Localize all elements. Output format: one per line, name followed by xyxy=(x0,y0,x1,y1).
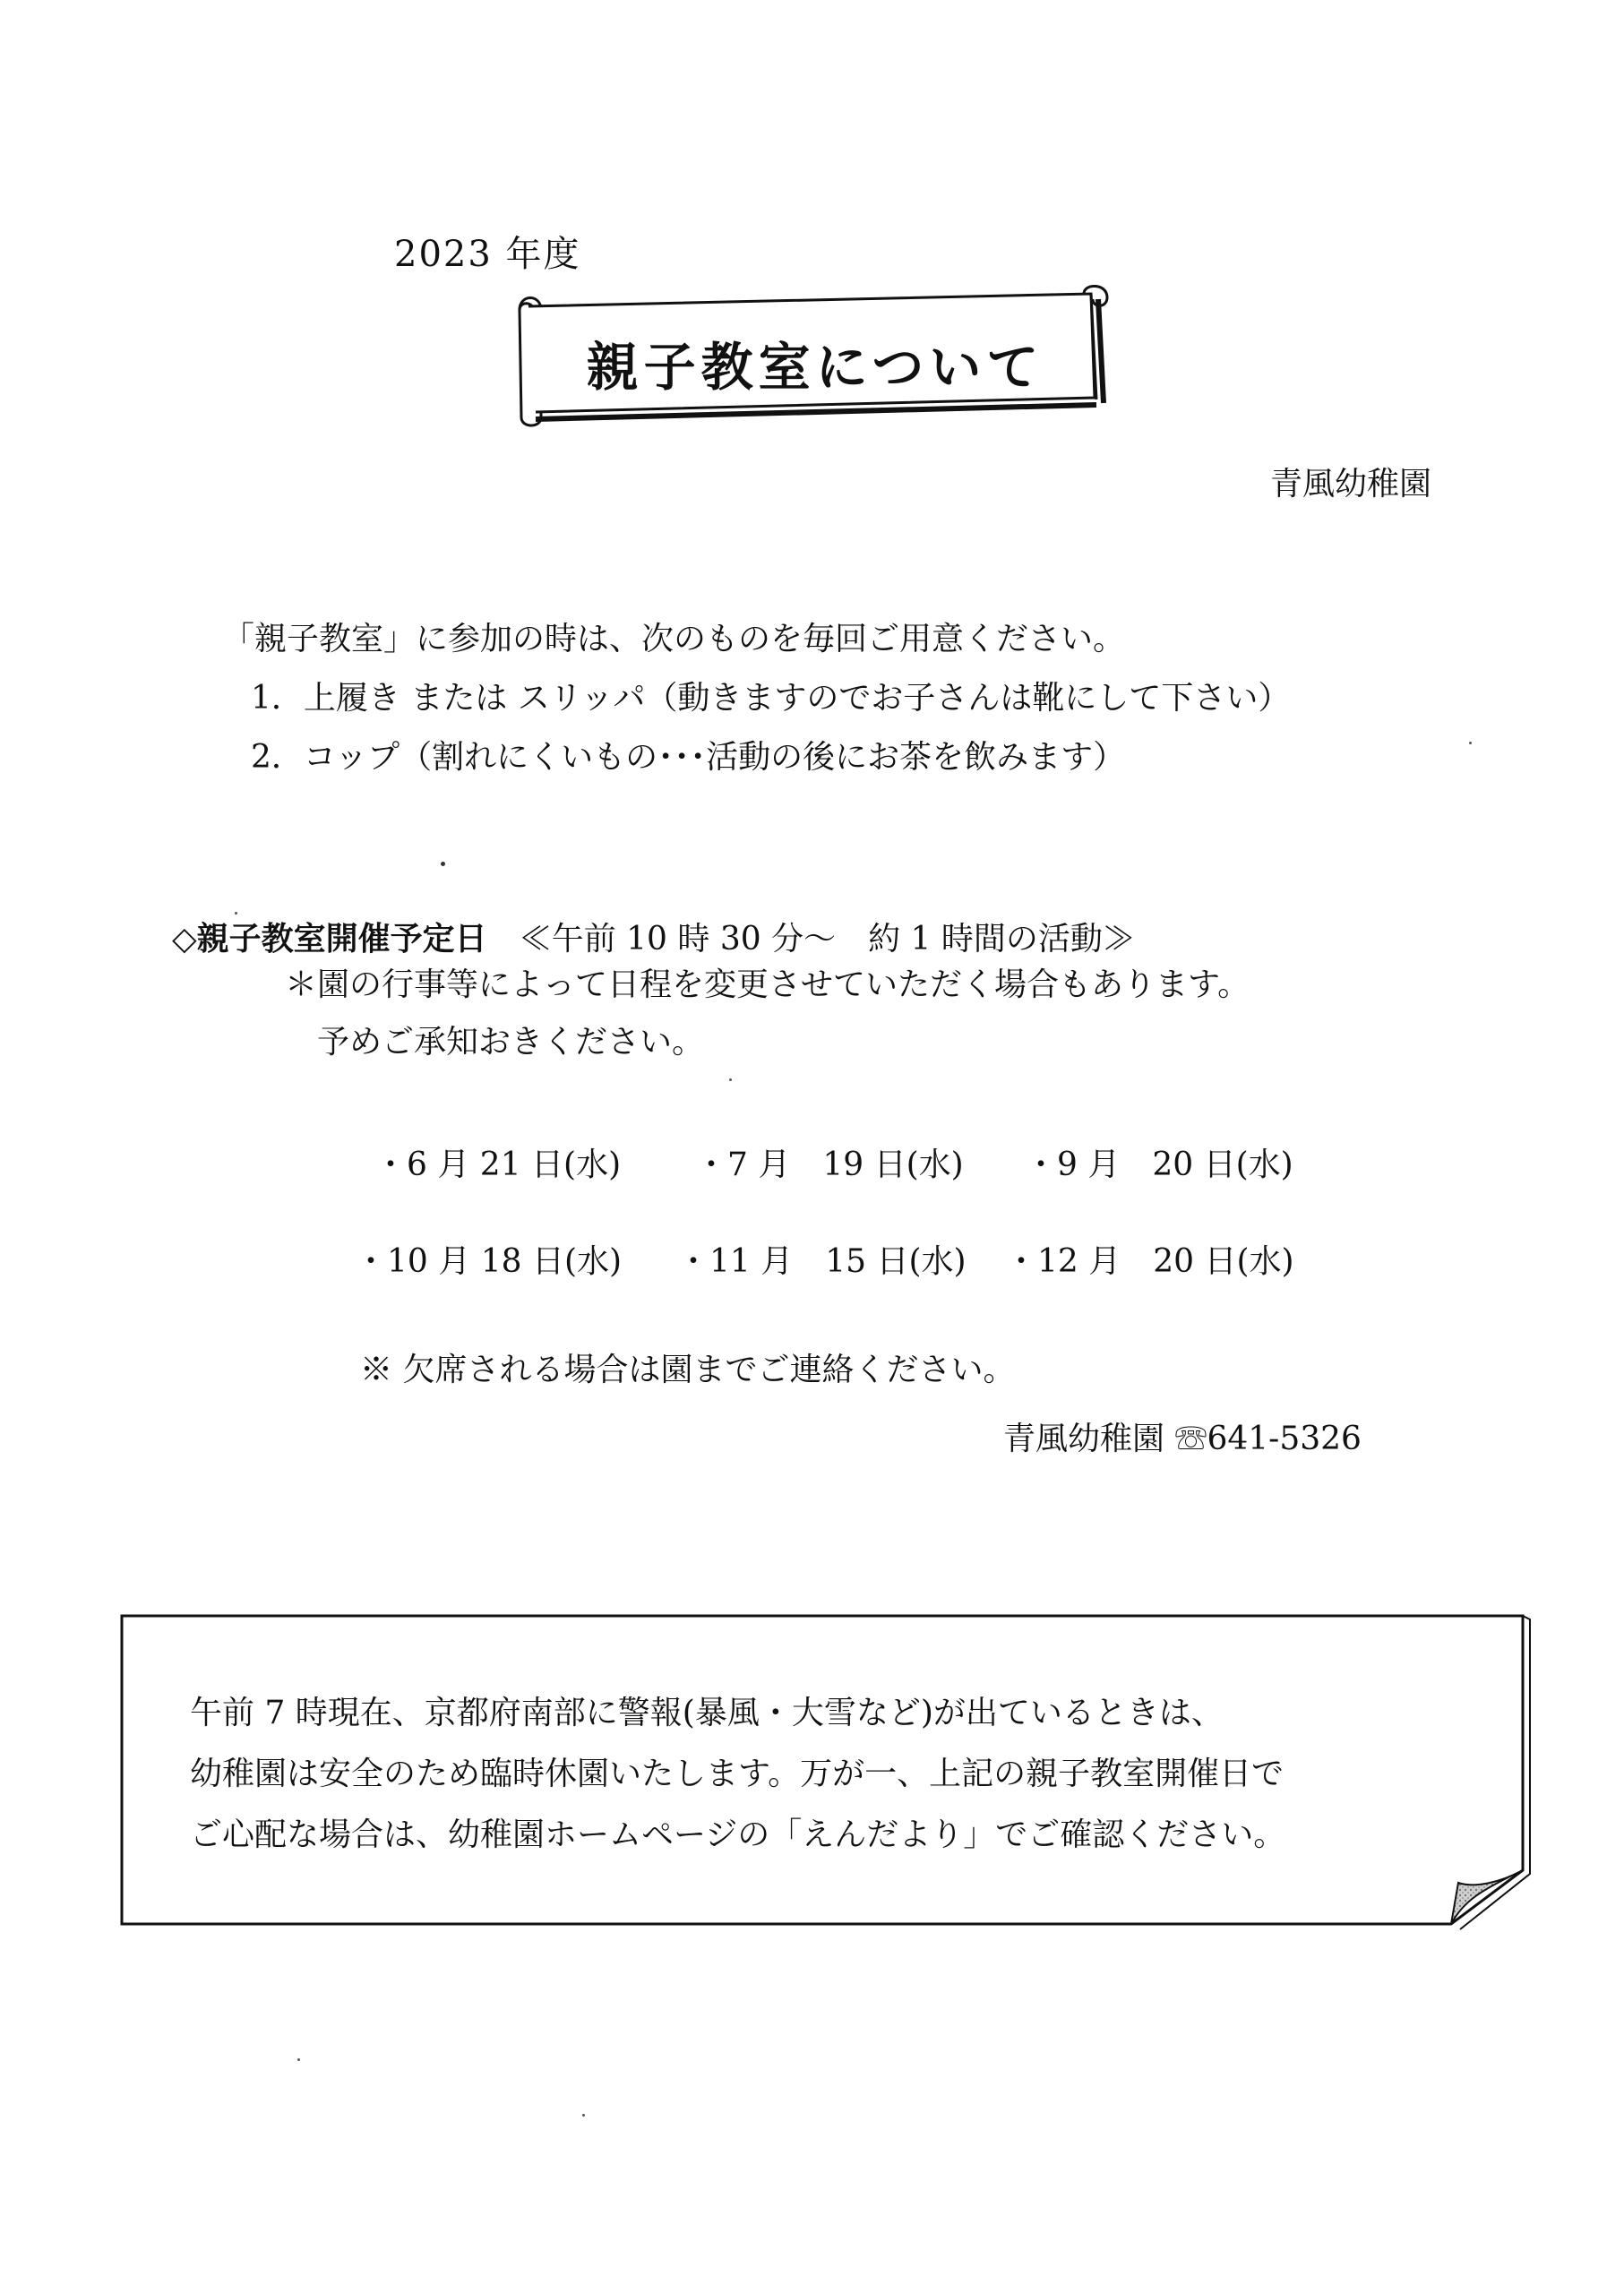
scan-speck xyxy=(235,912,237,915)
schedule-time: ≪午前 10 時 30 分～ 約 1 時間の活動≫ xyxy=(519,921,1135,958)
notice-line: ご心配な場合は、幼稚園ホームページの「えんだより」でご確認ください。 xyxy=(190,1816,1286,1853)
stray-dot xyxy=(441,862,445,866)
schedule-heading xyxy=(172,914,1135,959)
schedule-date: ・9 月 20 日(水) xyxy=(1025,1146,1293,1183)
notice-box xyxy=(120,1614,1541,1938)
title-banner xyxy=(502,285,1120,428)
list-item: 1．上履き または スリッパ（動きますのでお子さんは靴にして下さい） xyxy=(251,680,1291,717)
scan-speck xyxy=(582,2114,585,2117)
list-item: 2．コップ（割れにくいもの･･･活動の後にお茶を飲みます） xyxy=(251,739,1126,776)
schedule-note: ＊園の行事等によって日程を変更させていただく場合もあります。 xyxy=(285,966,1250,1003)
absence-note: ※ 欠席される場合は園までご連絡ください。 xyxy=(360,1352,1016,1388)
schedule-date: ・10 月 18 日(水) xyxy=(355,1243,623,1280)
document-title: 親子教室について xyxy=(586,337,1044,398)
intro-text: 「親子教室」に参加の時は、次のものを毎回ご用意ください。 xyxy=(222,621,1126,657)
schedule-date: ・11 月 15 日(水) xyxy=(677,1243,967,1280)
notice-line: 午前 7 時現在、京都府南部に警報(暴風・大雪など)が出ているときは、 xyxy=(190,1695,1224,1731)
schedule-date: ・12 月 20 日(水) xyxy=(1005,1243,1294,1280)
schedule-heading-label: ◇親子教室開催予定日 xyxy=(172,920,487,958)
contact-info: 青風幼稚園 ☏641-5326 xyxy=(1003,1421,1362,1457)
organization-name: 青風幼稚園 xyxy=(1270,466,1432,502)
scan-speck xyxy=(1469,742,1472,744)
scan-speck xyxy=(297,2058,300,2061)
scan-speck xyxy=(729,1078,732,1081)
notice-line: 幼稚園は安全のため臨時休園いたします。万が一、上記の親子教室開催日で xyxy=(190,1756,1285,1792)
schedule-date: ・7 月 19 日(水) xyxy=(695,1146,964,1183)
schedule-note: 予めご承知おきください。 xyxy=(317,1024,705,1061)
schedule-date: ・6 月 21 日(水) xyxy=(374,1146,622,1183)
fiscal-year: 2023 年度 xyxy=(394,234,581,275)
